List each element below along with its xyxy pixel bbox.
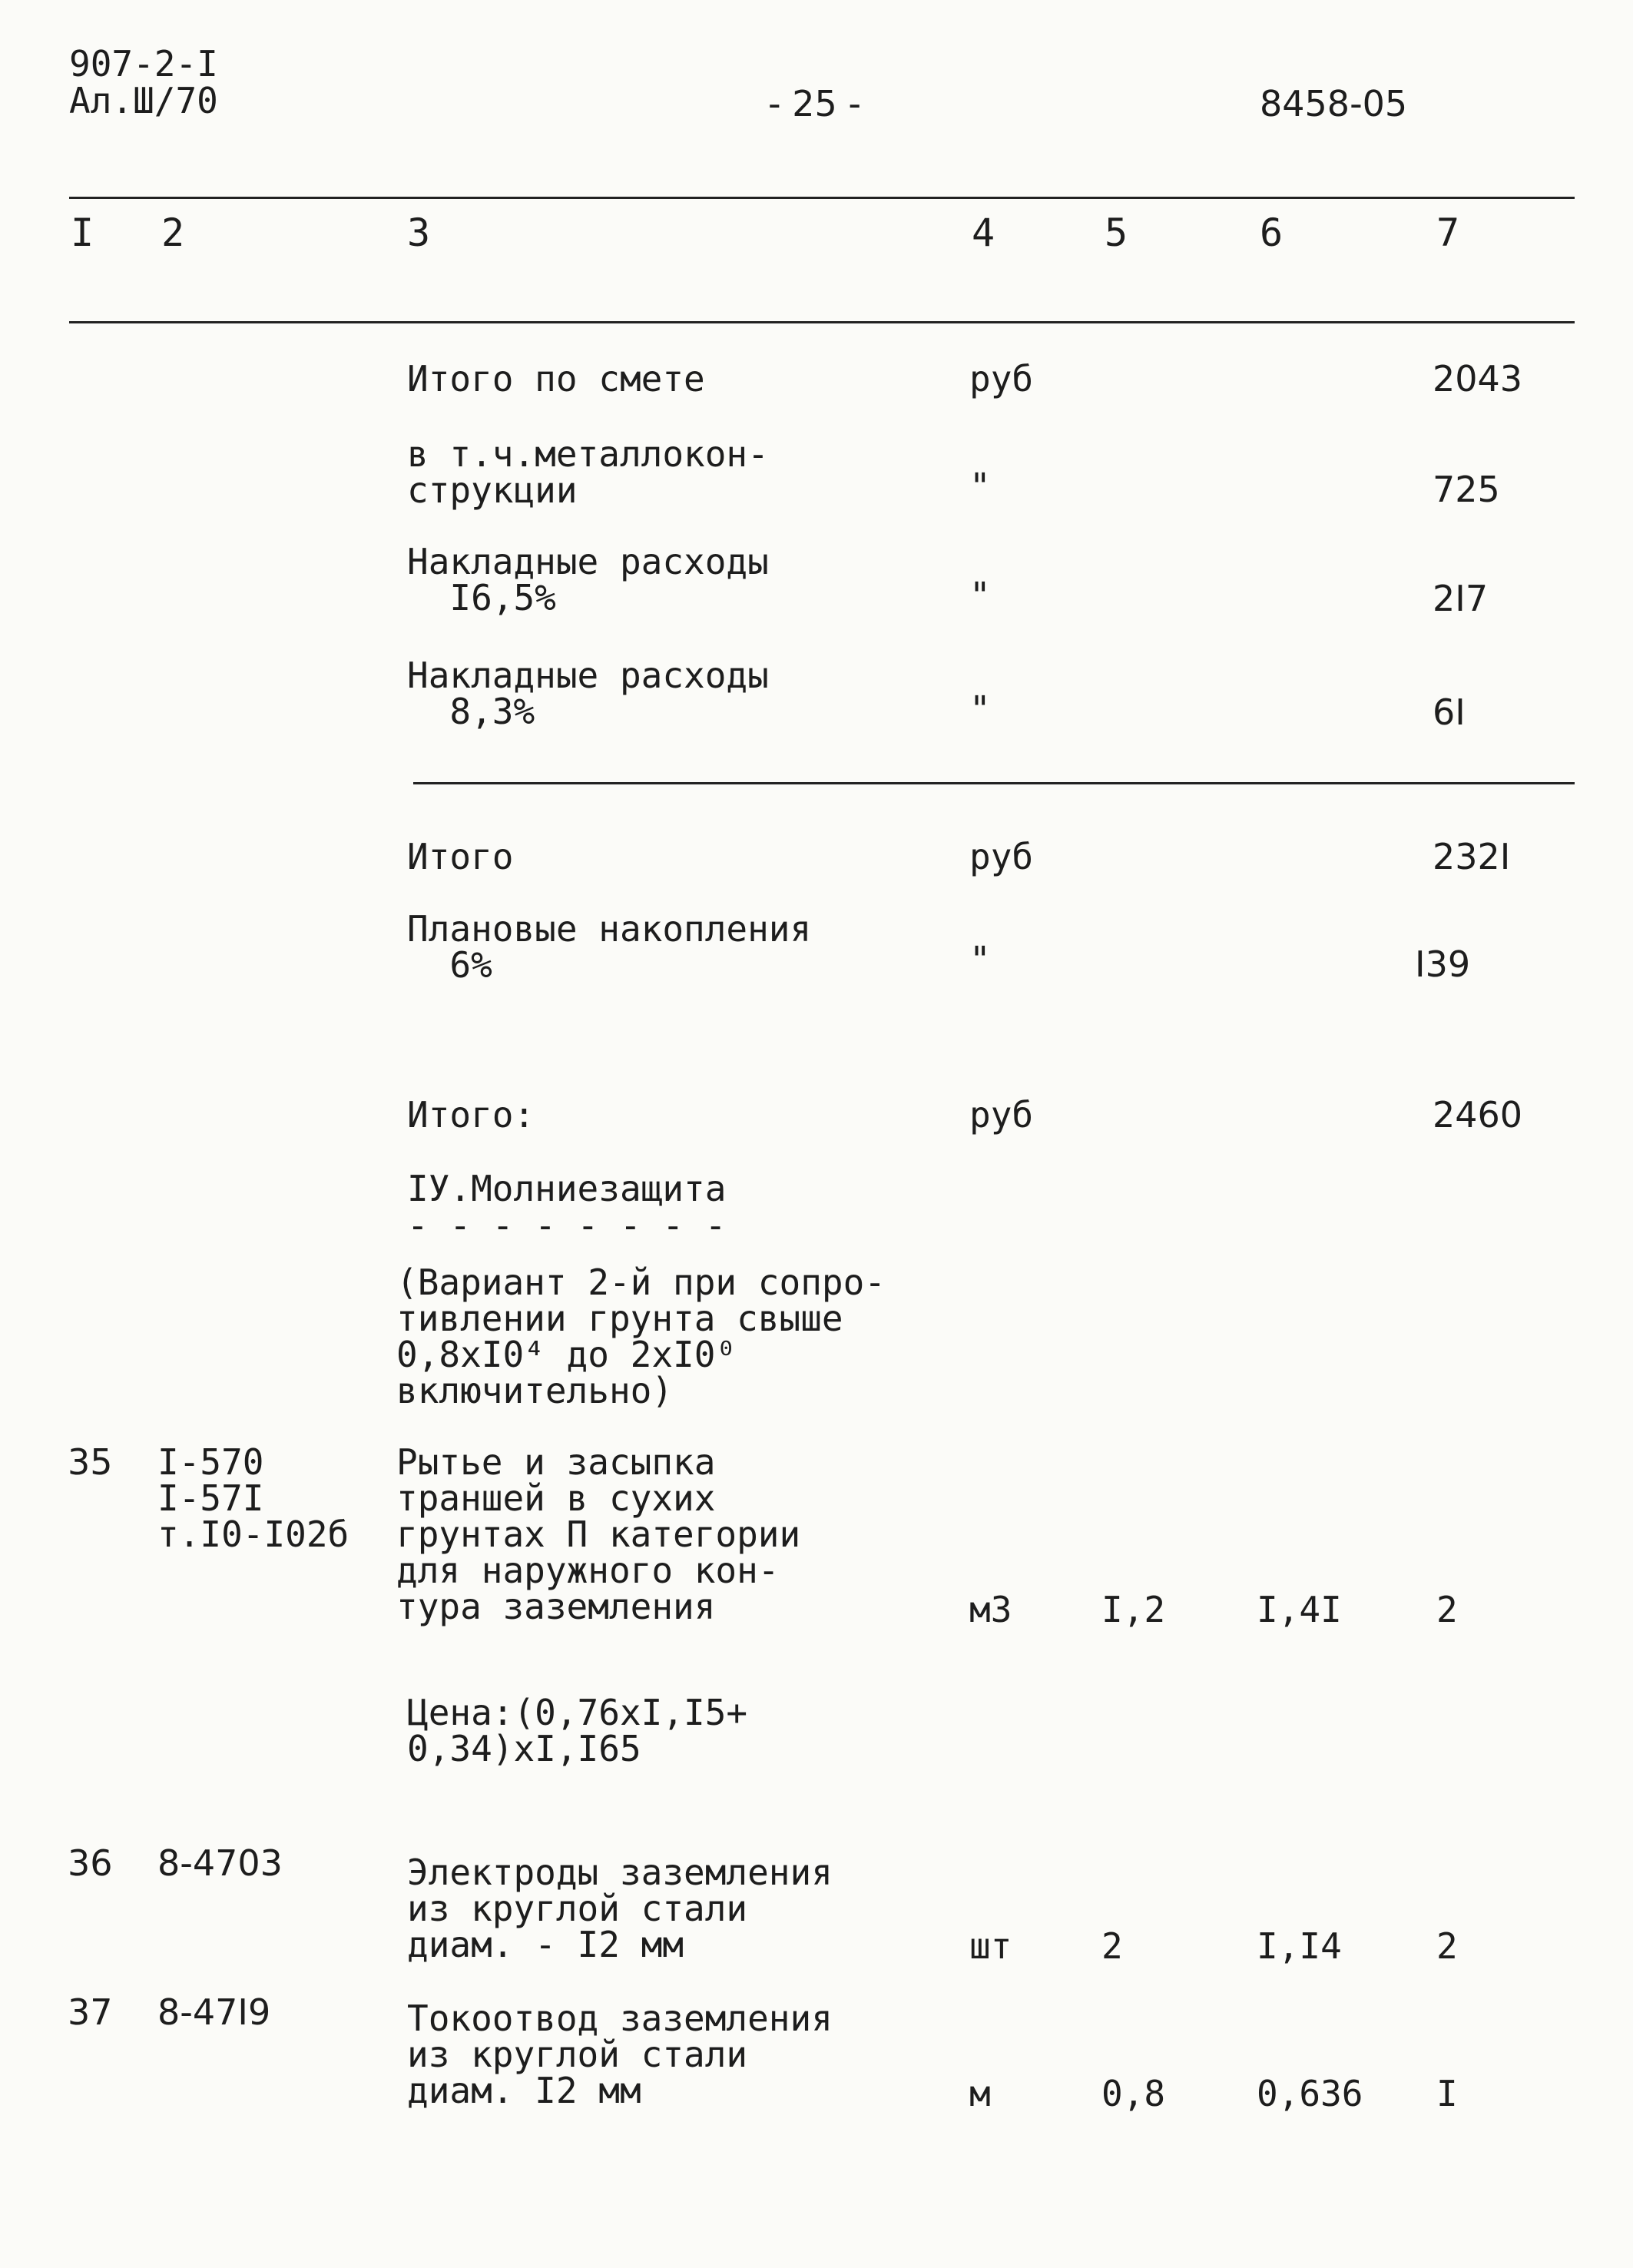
item-quantity: 2 bbox=[1101, 1925, 1123, 1967]
summary-label: Итого bbox=[407, 836, 514, 877]
album-reference: Ал.Ш/70 bbox=[69, 80, 218, 121]
summary-unit: руб bbox=[969, 358, 1034, 400]
section-note: (Вариант 2-й при сопро- тивлении грунта свыше 0,8xI0⁴ до 2xI0⁰ включительно) bbox=[396, 1262, 886, 1411]
summary-value: I39 bbox=[1415, 943, 1471, 985]
item-unit: м3 bbox=[969, 1589, 1012, 1630]
summary-unit: руб bbox=[969, 1094, 1034, 1136]
item-quantity: I,2 bbox=[1101, 1589, 1166, 1630]
item-description: Токоотвод заземления из круглой стали диам. I2 мм bbox=[407, 1998, 833, 2111]
summary-label: Итого по смете bbox=[407, 358, 705, 400]
item-quantity: 0,8 bbox=[1101, 2073, 1166, 2114]
summary-value: 2460 bbox=[1433, 1094, 1523, 1136]
item-number: 36 bbox=[68, 1842, 113, 1884]
item-total: 2 bbox=[1436, 1925, 1458, 1967]
summary-label: Плановые накопления 6% bbox=[407, 908, 812, 986]
summary-label: Накладные расходы I6,5% bbox=[407, 541, 769, 618]
section-underline: - - - - - - - - bbox=[407, 1205, 727, 1246]
header-top-rule bbox=[69, 197, 1575, 199]
item-number: 37 bbox=[68, 1991, 113, 2033]
summary-label: Итого: bbox=[407, 1094, 535, 1136]
summary-unit: " bbox=[969, 575, 991, 616]
item-description: Рытье и засыпка траншей в сухих грунтах П категории для наружного кон- тура заземления bbox=[396, 1441, 801, 1627]
item-description: Электроды заземления из круглой стали диам. - I2 мм bbox=[407, 1852, 833, 1965]
item-code: 8-4703 bbox=[157, 1842, 283, 1884]
summary-value: 232I bbox=[1433, 836, 1511, 877]
item-unit-price: I,4I bbox=[1257, 1589, 1342, 1630]
summary-value: 725 bbox=[1433, 469, 1500, 510]
item-unit-price: I,I4 bbox=[1257, 1925, 1342, 1967]
header-bottom-rule bbox=[69, 321, 1575, 323]
item-price-note: Цена:(0,76xI,I5+ 0,34)xI,I65 bbox=[407, 1692, 748, 1769]
section-title: IУ.Молниезащита bbox=[407, 1168, 727, 1209]
summary-value: 6I bbox=[1433, 691, 1466, 733]
column-header-4: 4 bbox=[972, 211, 995, 255]
summary-label: в т.ч.металлокон- струкции bbox=[407, 433, 769, 511]
summary-unit: руб bbox=[969, 836, 1034, 877]
item-unit: м bbox=[969, 2073, 991, 2114]
summary-label: Накладные расходы 8,3% bbox=[407, 655, 769, 732]
document-number: 8458-05 bbox=[1260, 83, 1408, 124]
column-header-6: 6 bbox=[1260, 211, 1284, 255]
column-header-3: 3 bbox=[407, 211, 431, 255]
item-code: 8-47I9 bbox=[157, 1991, 271, 2033]
subtotal-rule bbox=[413, 782, 1575, 784]
doc-code: 907-2-I bbox=[69, 43, 218, 85]
column-header-1: I bbox=[71, 211, 94, 255]
summary-unit: " bbox=[969, 466, 991, 507]
summary-unit: " bbox=[969, 939, 991, 980]
column-header-7: 7 bbox=[1436, 211, 1460, 255]
item-unit: шт bbox=[969, 1925, 1012, 1967]
page-number: - 25 - bbox=[768, 83, 861, 124]
column-header-5: 5 bbox=[1105, 211, 1128, 255]
summary-value: 2043 bbox=[1433, 358, 1523, 400]
column-header-2: 2 bbox=[161, 211, 185, 255]
item-unit-price: 0,636 bbox=[1257, 2073, 1363, 2114]
summary-unit: " bbox=[969, 688, 991, 730]
item-total: 2 bbox=[1436, 1589, 1458, 1630]
item-code: I-570 I-57I т.I0-I02б bbox=[157, 1441, 349, 1555]
item-number: 35 bbox=[68, 1441, 113, 1483]
summary-value: 2I7 bbox=[1433, 578, 1489, 619]
item-total: I bbox=[1436, 2073, 1458, 2114]
